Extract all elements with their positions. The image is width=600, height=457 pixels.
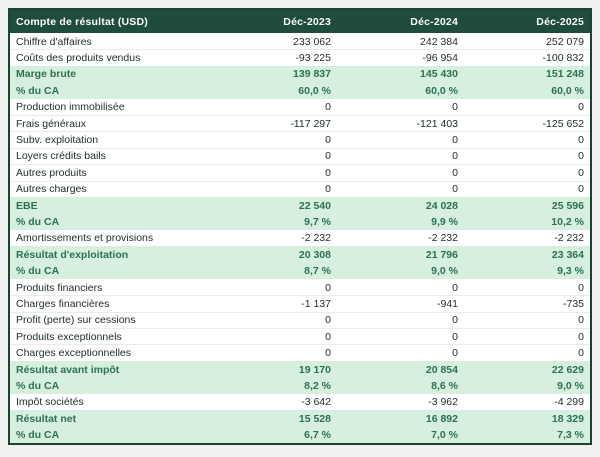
cell-value: 23 364	[551, 248, 584, 261]
cell-value: 24 028	[425, 199, 458, 212]
cell-value: -3 642	[301, 396, 331, 409]
row-label: Coûts des produits vendus	[16, 52, 141, 65]
cell-value: 9,0 %	[557, 379, 584, 392]
table-row	[10, 344, 590, 360]
column-header-dec-2025: Déc-2025	[536, 15, 584, 28]
cell-value: 0	[325, 314, 331, 327]
cell-value: 145 430	[420, 68, 458, 81]
cell-value: -735	[562, 297, 584, 310]
income-statement-table	[8, 8, 592, 445]
cell-value: 0	[578, 183, 584, 196]
row-label: Autres charges	[16, 183, 87, 196]
table-row	[10, 328, 590, 344]
table-row	[10, 377, 590, 393]
cell-value: -4 299	[554, 396, 584, 409]
cell-value: 0	[452, 347, 458, 360]
column-header-dec-2023: Déc-2023	[283, 15, 331, 28]
table-title: Compte de résultat (USD)	[16, 15, 148, 28]
cell-value: 22 540	[298, 199, 331, 212]
row-label: Produits exceptionnels	[16, 330, 122, 343]
cell-value: 25 596	[551, 199, 584, 212]
row-label: Résultat avant impôt	[16, 363, 120, 376]
cell-value: 9,3 %	[557, 265, 584, 278]
cell-value: 18 329	[551, 412, 584, 425]
row-label: % du CA	[16, 215, 60, 228]
cell-value: 9,7 %	[304, 215, 331, 228]
row-label: Charges financières	[16, 297, 110, 310]
table-row	[10, 115, 590, 131]
cell-value: -121 403	[416, 117, 458, 130]
row-label: Marge brute	[16, 68, 77, 81]
cell-value: 6,7 %	[304, 429, 331, 442]
cell-value: -1 137	[301, 297, 331, 310]
cell-value: 9,9 %	[431, 215, 458, 228]
cell-value: 9,0 %	[431, 265, 458, 278]
table-row	[10, 262, 590, 278]
row-label: % du CA	[16, 265, 60, 278]
table-row	[10, 230, 590, 246]
cell-value: 22 629	[551, 363, 584, 376]
row-label: Amortissements et provisions	[16, 232, 154, 245]
cell-value: 20 308	[298, 248, 331, 261]
cell-value: -96 954	[422, 52, 458, 65]
cell-value: 8,7 %	[304, 265, 331, 278]
table-row	[10, 246, 590, 262]
table-row	[10, 99, 590, 115]
cell-value: 0	[578, 150, 584, 163]
cell-value: -125 652	[542, 117, 584, 130]
table-row	[10, 164, 590, 180]
table-row	[10, 33, 590, 49]
cell-value: 10,2 %	[551, 215, 584, 228]
cell-value: 233 062	[293, 35, 331, 48]
table-row	[10, 66, 590, 82]
cell-value: 0	[325, 183, 331, 196]
table-row	[10, 131, 590, 147]
cell-value: -3 962	[428, 396, 458, 409]
cell-value: 0	[452, 150, 458, 163]
cell-value: 0	[325, 150, 331, 163]
row-label: Chiffre d'affaires	[16, 35, 92, 48]
cell-value: 139 837	[293, 68, 331, 81]
cell-value: 252 079	[546, 35, 584, 48]
table-header-row	[10, 10, 590, 33]
cell-value: 0	[578, 134, 584, 147]
table-row	[10, 279, 590, 295]
cell-value: 0	[578, 101, 584, 114]
cell-value: 0	[578, 330, 584, 343]
cell-value: 0	[578, 281, 584, 294]
cell-value: 0	[452, 101, 458, 114]
row-label: % du CA	[16, 429, 60, 442]
cell-value: 60,0 %	[298, 84, 331, 97]
cell-value: 242 384	[420, 35, 458, 48]
row-label: Produits financiers	[16, 281, 103, 294]
cell-value: -2 232	[554, 232, 584, 245]
row-label: Résultat net	[16, 412, 77, 425]
cell-value: 0	[578, 166, 584, 179]
cell-value: 60,0 %	[551, 84, 584, 97]
cell-value: 0	[578, 314, 584, 327]
cell-value: 0	[452, 314, 458, 327]
cell-value: 0	[325, 330, 331, 343]
cell-value: 0	[452, 166, 458, 179]
row-label: Profit (perte) sur cessions	[16, 314, 136, 327]
cell-value: -2 232	[428, 232, 458, 245]
cell-value: -117 297	[290, 117, 331, 130]
table-row	[10, 197, 590, 213]
table-row	[10, 361, 590, 377]
cell-value: -2 232	[301, 232, 331, 245]
cell-value: 0	[325, 166, 331, 179]
table-row	[10, 312, 590, 328]
cell-value: -941	[436, 297, 458, 310]
cell-value: 0	[452, 183, 458, 196]
cell-value: 60,0 %	[425, 84, 458, 97]
row-label: Frais généraux	[16, 117, 87, 130]
cell-value: 0	[452, 134, 458, 147]
table-body	[10, 33, 590, 443]
table-row	[10, 213, 590, 229]
cell-value: 0	[452, 281, 458, 294]
cell-value: -100 832	[542, 52, 584, 65]
cell-value: 151 248	[546, 68, 584, 81]
cell-value: 19 170	[298, 363, 331, 376]
row-label: Charges exceptionnelles	[16, 347, 131, 360]
column-header-dec-2024: Déc-2024	[410, 15, 458, 28]
cell-value: 21 796	[425, 248, 458, 261]
row-label: % du CA	[16, 379, 60, 392]
row-label: Loyers crédits bails	[16, 150, 106, 163]
cell-value: 7,0 %	[431, 429, 458, 442]
table-row	[10, 295, 590, 311]
table-row	[10, 49, 590, 65]
cell-value: 15 528	[298, 412, 331, 425]
cell-value: 0	[325, 347, 331, 360]
table-row	[10, 148, 590, 164]
cell-value: 0	[578, 347, 584, 360]
row-label: Autres produits	[16, 166, 87, 179]
row-label: Impôt sociétés	[16, 396, 84, 409]
cell-value: 7,3 %	[557, 429, 584, 442]
row-label: Résultat d'exploitation	[16, 248, 129, 261]
table-row	[10, 410, 590, 426]
table-row	[10, 426, 590, 442]
cell-value: -93 225	[295, 52, 331, 65]
cell-value: 20 854	[425, 363, 458, 376]
table-row	[10, 82, 590, 98]
row-label: % du CA	[16, 84, 60, 97]
cell-value: 16 892	[425, 412, 458, 425]
cell-value: 8,2 %	[304, 379, 331, 392]
cell-value: 8,6 %	[431, 379, 458, 392]
cell-value: 0	[325, 101, 331, 114]
row-label: Production immobilisée	[16, 101, 125, 114]
cell-value: 0	[452, 330, 458, 343]
table-row	[10, 394, 590, 410]
cell-value: 0	[325, 134, 331, 147]
cell-value: 0	[325, 281, 331, 294]
table-row	[10, 181, 590, 197]
row-label: Subv. exploitation	[16, 134, 99, 147]
row-label: EBE	[16, 199, 38, 212]
